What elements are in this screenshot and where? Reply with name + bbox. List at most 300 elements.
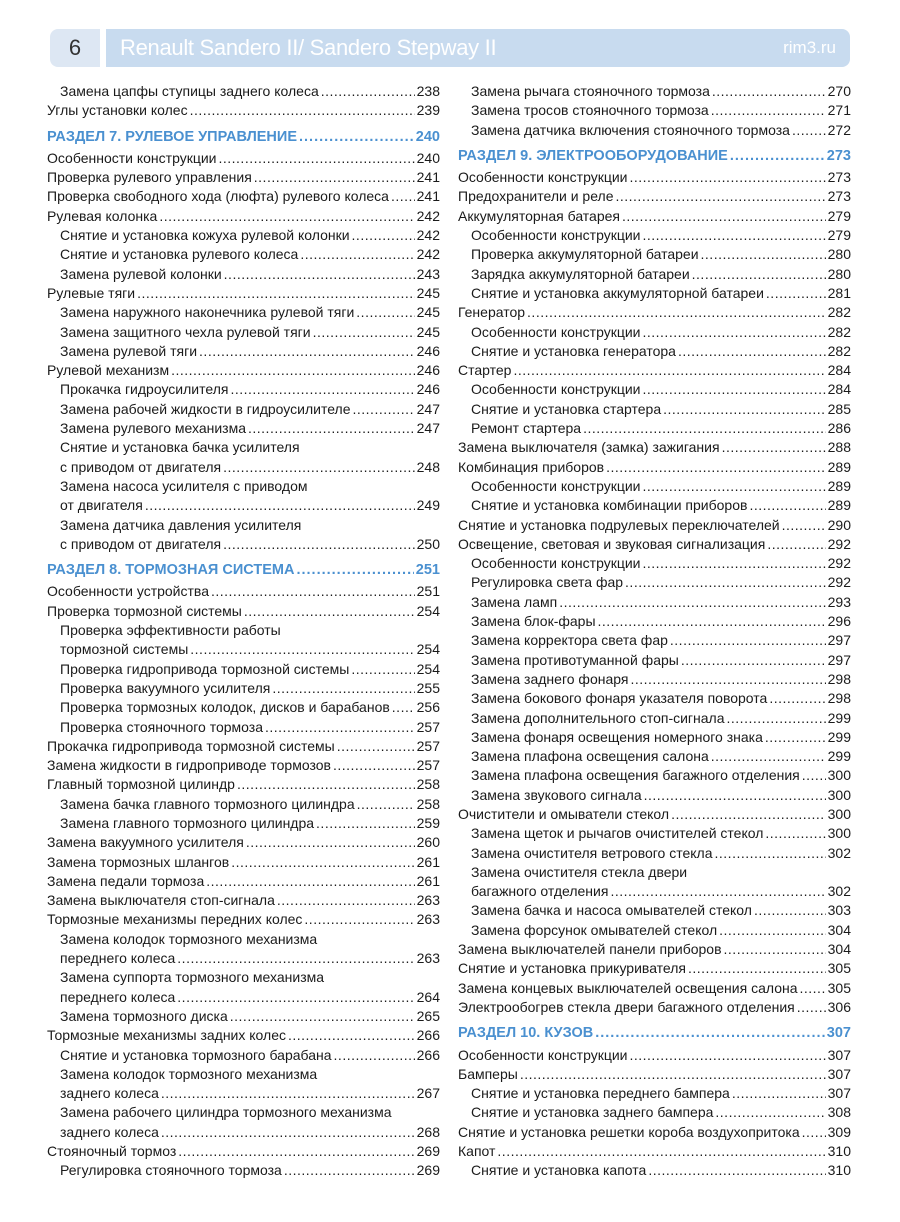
toc-page-number: 239 [416, 102, 440, 119]
toc-page-number: 300 [827, 767, 851, 784]
dot-leader [218, 149, 414, 168]
toc-entry[interactable] [458, 303, 851, 322]
section-heading[interactable] [47, 561, 440, 580]
toc-entry[interactable] [47, 795, 440, 814]
toc-entry-title: Замена бачка и насоса омывателей стекол [471, 902, 752, 919]
toc-entry-title: Замена рабочей жидкости в гидроусилителе [60, 400, 351, 417]
toc-entry[interactable] [47, 679, 440, 698]
toc-entry[interactable] [458, 458, 851, 477]
toc-entry[interactable] [458, 573, 851, 592]
toc-entry[interactable] [47, 1046, 440, 1065]
toc-page-number: 285 [827, 400, 851, 417]
toc-entry[interactable] [47, 988, 440, 1007]
toc-page-number: 289 [827, 497, 851, 514]
toc-entry-title: Замена выключателя стоп-сигнала [47, 892, 275, 909]
toc-entry[interactable] [458, 323, 851, 342]
toc-entry[interactable] [47, 458, 440, 477]
toc-page-number: 305 [827, 960, 851, 977]
toc-entry[interactable] [458, 882, 851, 901]
toc-page-number: 304 [827, 941, 851, 958]
toc-entry-title: Замена цапфы ступицы заднего колеса [60, 83, 319, 99]
toc-entry[interactable] [47, 323, 440, 342]
section-page-number: 251 [415, 562, 440, 579]
toc-entry-title: Снятие и установка решетки короба воздухопритока [458, 1123, 800, 1140]
toc-entry[interactable] [458, 496, 851, 515]
dot-leader [642, 554, 825, 573]
toc-page-number: 289 [827, 477, 851, 494]
toc-entry[interactable] [458, 207, 851, 226]
toc-entry-title: Тормозные механизмы задних колес [47, 1027, 286, 1044]
toc-entry[interactable] [47, 891, 440, 910]
dot-leader [190, 640, 414, 659]
toc-page-number: 271 [827, 102, 851, 119]
dot-leader [254, 168, 415, 187]
toc-entry[interactable] [458, 766, 851, 785]
dot-leader [230, 1007, 415, 1026]
toc-entry[interactable] [47, 910, 440, 929]
toc-entry[interactable] [47, 698, 440, 717]
toc-page-number: 282 [827, 304, 851, 321]
toc-entry-title: Рулевая колонка [47, 207, 158, 224]
toc-page-number: 282 [827, 323, 851, 340]
section-page-number: 240 [415, 128, 440, 145]
toc-entry[interactable] [47, 1007, 440, 1026]
toc-page-number: 309 [827, 1123, 851, 1140]
dot-leader [583, 419, 826, 438]
toc-entry[interactable] [458, 516, 851, 535]
toc-page-number: 298 [827, 690, 851, 707]
toc-entry-title: Снятие и установка рулевого колеса [60, 246, 299, 263]
dot-leader [749, 496, 825, 515]
toc-entry-title: Замена звукового сигнала [471, 786, 642, 803]
toc-page-number: 259 [416, 814, 440, 831]
toc-page-number: 246 [416, 381, 440, 398]
toc-page-number: 257 [416, 757, 440, 774]
toc-entry-title: Проверка свободного хода (люфта) рулевого колеса [47, 188, 389, 205]
toc-page-number: 281 [827, 284, 851, 301]
toc-page-number: 296 [827, 613, 851, 630]
toc-entry-title: Проверка стояночного тормоза [60, 718, 263, 735]
dot-leader [719, 921, 826, 940]
toc-entry-title: Снятие и установка тормозного барабана [60, 1046, 332, 1063]
toc-entry[interactable] [458, 940, 851, 959]
toc-entry[interactable] [458, 1046, 851, 1065]
toc-entry[interactable] [47, 400, 440, 419]
dot-leader [800, 979, 826, 998]
toc-entry[interactable] [47, 187, 440, 206]
toc-entry[interactable] [47, 814, 440, 833]
toc-entry-title: Проверка рулевого управления [47, 169, 252, 186]
toc-page-number: 302 [827, 883, 851, 900]
toc-page-number: 297 [827, 651, 851, 668]
toc-entry[interactable] [47, 101, 440, 120]
dot-leader [137, 284, 415, 303]
dot-leader [711, 101, 826, 120]
dot-leader [648, 1161, 825, 1180]
toc-page-number: 263 [416, 892, 440, 909]
toc-entry[interactable] [458, 786, 851, 805]
toc-entry-title: Особенности конструкции [47, 149, 217, 166]
toc-page-number: 272 [827, 121, 851, 138]
toc-entry[interactable] [47, 949, 440, 968]
dot-leader [223, 535, 415, 554]
toc-entry-title: багажного отделения [471, 883, 609, 900]
dot-leader [722, 438, 826, 457]
toc-entry[interactable] [458, 1084, 851, 1103]
toc-entry[interactable] [458, 747, 851, 766]
toc-entry-title: Особенности конструкции [471, 323, 641, 340]
toc-page-number: 243 [416, 265, 440, 282]
toc-entry[interactable] [458, 709, 851, 728]
toc-page-number: 292 [827, 574, 851, 591]
toc-entry[interactable] [47, 380, 440, 399]
toc-entry[interactable] [458, 265, 851, 284]
dot-leader [190, 101, 415, 120]
dot-leader [595, 1024, 825, 1043]
toc-entry-title: Замена дополнительного стоп-сигнала [471, 709, 725, 726]
toc-entry[interactable] [47, 535, 440, 554]
toc-entry-title: с приводом от двигателя [60, 535, 222, 552]
section-heading[interactable] [458, 1024, 851, 1043]
toc-entry-title: заднего колеса [60, 1123, 159, 1140]
toc-page-number: 258 [416, 776, 440, 793]
toc-entry-title: Замена тормозных шлангов [47, 853, 230, 870]
dot-leader [351, 660, 414, 679]
toc-entry[interactable] [47, 833, 440, 852]
toc-page-number: 310 [827, 1162, 851, 1179]
toc-entry-title: Замена вакуумного усилителя [47, 834, 244, 851]
toc-entry-line: Замена рабочего цилиндра тормозного механизма [60, 1104, 392, 1121]
toc-page-number: 306 [827, 998, 851, 1015]
toc-entry[interactable] [47, 775, 440, 794]
section-heading[interactable] [47, 128, 440, 147]
toc-entry[interactable] [458, 689, 851, 708]
toc-entry[interactable] [458, 342, 851, 361]
dot-leader [352, 226, 415, 245]
toc-entry[interactable] [458, 477, 851, 496]
toc-entry[interactable] [458, 361, 851, 380]
toc-entry-title: Генератор [458, 304, 526, 321]
toc-page-number: 267 [416, 1085, 440, 1102]
toc-entry-title: Предохранители и реле [458, 188, 614, 205]
dot-leader [730, 147, 825, 166]
toc-page-number: 299 [827, 709, 851, 726]
toc-page-number: 258 [416, 795, 440, 812]
toc-entry-title: Замена плафона освещения багажного отделения [471, 767, 800, 784]
toc-page-number: 261 [416, 853, 440, 870]
toc-entry[interactable] [47, 640, 440, 659]
toc-entry[interactable] [47, 660, 440, 679]
page-header [50, 29, 850, 67]
toc-entry[interactable] [458, 670, 851, 689]
toc-entry-title: Снятие и установка стартера [471, 400, 662, 417]
toc-entry-title: Замена плафона освещения салона [471, 748, 709, 765]
toc-entry[interactable] [47, 718, 440, 737]
toc-page-number: 254 [416, 602, 440, 619]
toc-page-number: 250 [416, 535, 440, 552]
dot-leader [802, 1123, 826, 1142]
dot-leader [715, 844, 826, 863]
toc-page-number: 240 [416, 149, 440, 166]
section-title: РАЗДЕЛ 9. ЭЛЕКТРООБОРУДОВАНИЕ [458, 147, 728, 164]
toc-page-number: 279 [827, 227, 851, 244]
dot-leader [237, 775, 415, 794]
toc-entry[interactable] [47, 342, 440, 361]
toc-entry[interactable] [458, 187, 851, 206]
toc-entry[interactable] [47, 872, 440, 891]
toc-entry[interactable] [47, 226, 440, 245]
toc-entry[interactable] [47, 1084, 440, 1103]
dot-leader [277, 891, 415, 910]
toc-entry[interactable] [47, 1123, 440, 1142]
toc-entry[interactable] [458, 419, 851, 438]
dot-leader [769, 689, 825, 708]
toc-page-number: 307 [827, 1065, 851, 1082]
toc-entry-title: Замена жидкости в гидроприводе тормозов [47, 757, 331, 774]
toc-entry[interactable] [458, 844, 851, 863]
toc-entry[interactable] [47, 756, 440, 775]
dot-leader [610, 882, 825, 901]
toc-entry[interactable] [458, 245, 851, 264]
toc-page-number: 247 [416, 400, 440, 417]
toc-entry-title: Освещение, световая и звуковая сигнализация [458, 535, 766, 552]
toc-entry[interactable] [458, 400, 851, 419]
toc-entry[interactable] [47, 245, 440, 264]
toc-entry[interactable] [47, 361, 440, 380]
dot-leader [527, 303, 826, 322]
toc-entry[interactable] [458, 824, 851, 843]
toc-entry[interactable] [458, 1065, 851, 1084]
toc-page-number: 242 [416, 227, 440, 244]
toc-entry[interactable] [458, 554, 851, 573]
toc-page-number: 261 [416, 872, 440, 889]
toc-page-number: 249 [416, 497, 440, 514]
toc-entry-title: Снятие и установка аккумуляторной батареи [471, 284, 764, 301]
dot-leader [715, 1103, 825, 1122]
toc-entry[interactable] [458, 1103, 851, 1122]
toc-page-number: 245 [416, 323, 440, 340]
toc-entry-title: Замена противотуманной фары [471, 651, 679, 668]
toc-entry-title: Снятие и установка генератора [471, 342, 676, 359]
toc-entry[interactable] [458, 921, 851, 940]
toc-entry-title: Особенности конструкции [458, 1046, 628, 1063]
toc-entry[interactable] [458, 651, 851, 670]
toc-page-number: 255 [416, 679, 440, 696]
dot-leader [782, 516, 826, 535]
toc-entry[interactable] [458, 226, 851, 245]
toc-entry-title: Замена выключателей панели приборов [458, 941, 722, 958]
dot-leader [272, 679, 414, 698]
toc-page-number: 241 [416, 169, 440, 186]
dot-leader [161, 1084, 415, 1103]
dot-leader [642, 323, 825, 342]
toc-entry-title: Замена педали тормоза [47, 872, 205, 889]
toc-entry[interactable] [458, 901, 851, 920]
toc-entry[interactable] [458, 612, 851, 631]
toc-entry[interactable] [47, 737, 440, 756]
dot-leader [246, 833, 415, 852]
dot-leader [671, 805, 826, 824]
section-title: РАЗДЕЛ 7. РУЛЕВОЕ УПРАВЛЕНИЕ [47, 128, 297, 145]
toc-entry-title: от двигателя [60, 497, 143, 514]
dot-leader [353, 400, 415, 419]
toc-page-number: 260 [416, 834, 440, 851]
dot-leader [284, 1161, 415, 1180]
toc-entry[interactable] [458, 631, 851, 650]
toc-entry[interactable] [47, 1026, 440, 1045]
dot-leader [231, 853, 414, 872]
toc-entry-title: Рулевой механизм [47, 362, 170, 379]
toc-entry[interactable] [458, 380, 851, 399]
toc-entry-title: Особенности конструкции [471, 227, 641, 244]
dot-leader [159, 207, 414, 226]
toc-entry[interactable] [47, 853, 440, 872]
toc-entry-line: Замена колодок тормозного механизма [60, 930, 318, 947]
dot-leader [357, 795, 415, 814]
dot-leader [767, 535, 825, 554]
toc-entry[interactable] [458, 1161, 851, 1180]
toc-entry[interactable] [47, 1161, 440, 1180]
toc-entry-title: Замена главного тормозного цилиндра [60, 814, 315, 831]
dot-leader [178, 1142, 414, 1161]
toc-entry[interactable] [47, 582, 440, 601]
toc-page-number: 257 [416, 737, 440, 754]
toc-entry[interactable] [458, 593, 851, 612]
toc-entry-title: Снятие и установка кожуха рулевой колонки [60, 227, 350, 244]
toc-page-number: 251 [416, 583, 440, 600]
toc-entry[interactable] [47, 207, 440, 226]
toc-entry[interactable] [47, 82, 440, 101]
toc-entry-title: Замена рулевой колонки [60, 265, 222, 282]
section-page-number: 307 [826, 1025, 851, 1042]
dot-leader [299, 128, 414, 147]
toc-entry[interactable] [458, 121, 851, 140]
dot-leader [288, 1026, 415, 1045]
toc-entry-title: Замена датчика включения стояночного тормоза [471, 121, 790, 138]
toc-entry[interactable] [47, 1142, 440, 1161]
toc-entry[interactable] [458, 998, 851, 1017]
toc-page-number: 247 [416, 420, 440, 437]
dot-leader [766, 284, 826, 303]
toc-entry[interactable] [458, 805, 851, 824]
section-heading[interactable] [458, 147, 851, 166]
header-banner [106, 29, 850, 67]
toc-page-number: 286 [827, 420, 851, 437]
toc-entry[interactable] [458, 82, 851, 101]
toc-entry[interactable] [47, 149, 440, 168]
dot-leader [622, 207, 826, 226]
toc-entry[interactable] [458, 1123, 851, 1142]
toc-entry[interactable] [47, 303, 440, 322]
toc-entry[interactable] [458, 168, 851, 187]
toc-entry[interactable] [458, 438, 851, 457]
toc-page-number: 280 [827, 246, 851, 263]
dot-leader [615, 187, 825, 206]
dot-leader [642, 380, 825, 399]
dot-leader [356, 303, 414, 322]
toc-entry-title: Аккумуляторная батарея [458, 207, 620, 224]
toc-page-number: 269 [416, 1143, 440, 1160]
toc-entry[interactable] [47, 284, 440, 303]
toc-entry[interactable] [458, 959, 851, 978]
toc-page-number: 288 [827, 439, 851, 456]
toc-entry-title: переднего колеса [60, 950, 176, 967]
toc-entry-title: Проверка тормозной системы [47, 602, 242, 619]
toc-entry[interactable] [47, 602, 440, 621]
toc-entry-title: Стартер [458, 362, 512, 379]
dot-leader [392, 698, 415, 717]
dot-leader [754, 901, 826, 920]
dot-leader [559, 593, 825, 612]
toc-entry-title: Бамперы [458, 1065, 518, 1082]
toc-entry[interactable] [458, 284, 851, 303]
dot-leader [712, 82, 826, 101]
dot-leader [681, 651, 826, 670]
toc-page-number: 266 [416, 1046, 440, 1063]
toc-page-number: 300 [827, 805, 851, 822]
toc-entry-title: Особенности конструкции [458, 169, 628, 186]
toc-entry-title: Замена блок-фары [471, 613, 596, 630]
toc-entry[interactable] [47, 496, 440, 515]
toc-entry-title: Замена форсунок омывателей стекол [471, 921, 718, 938]
toc-page-number: 304 [827, 921, 851, 938]
toc-entry[interactable] [458, 1142, 851, 1161]
toc-entry-title: Особенности конструкции [471, 477, 641, 494]
dot-leader [177, 988, 414, 1007]
toc-page-number: 248 [416, 458, 440, 475]
toc-page-number: 246 [416, 362, 440, 379]
dot-leader [171, 361, 415, 380]
toc-page-number: 280 [827, 265, 851, 282]
dot-leader [248, 419, 415, 438]
dot-leader [670, 631, 826, 650]
toc-entry-title: Рулевые тяги [47, 284, 136, 301]
dot-leader [701, 245, 826, 264]
toc-entry[interactable] [47, 419, 440, 438]
toc-page-number: 265 [416, 1007, 440, 1024]
toc-entry[interactable] [458, 979, 851, 998]
dot-leader [391, 187, 415, 206]
toc-entry-title: Замена заднего фонаря [471, 670, 629, 687]
dot-leader [606, 458, 826, 477]
dot-leader [724, 940, 826, 959]
dot-leader [727, 709, 826, 728]
toc-entry[interactable] [458, 101, 851, 120]
toc-entry-title: Снятие и установка прикуривателя [458, 960, 686, 977]
toc-entry-title: Капот [458, 1143, 496, 1160]
toc-entry[interactable] [458, 728, 851, 747]
toc-page-number: 289 [827, 458, 851, 475]
toc-entry-title: Проверка аккумуляторной батареи [471, 246, 699, 263]
toc-entry[interactable] [47, 265, 440, 284]
toc-entry-title: Прокачка гидроусилителя [60, 381, 229, 398]
toc-page-number: 299 [827, 728, 851, 745]
toc-entry-title: Снятие и установка заднего бампера [471, 1104, 714, 1121]
toc-entry-title: переднего колеса [60, 988, 176, 1005]
toc-entry[interactable] [458, 535, 851, 554]
toc-entry[interactable] [47, 168, 440, 187]
toc-column-right [458, 82, 851, 1181]
toc-entry-title: Снятие и установка переднего бампера [471, 1085, 730, 1102]
toc-entry-title: Замена концевых выключателей освещения салона [458, 979, 798, 996]
toc-entry-title: Регулировка света фар [471, 574, 624, 591]
dot-leader [337, 737, 415, 756]
toc-entry-title: Проверка тормозных колодок, дисков и барабанов [60, 699, 390, 716]
toc-entry-title: Замена щеток и рычагов очистителей стекол [471, 825, 764, 842]
toc-page-number: 284 [827, 381, 851, 398]
toc-entry-title: Тормозные механизмы передних колес [47, 911, 303, 928]
book-title: Renault Sandero II/ Sandero Stepway II [120, 35, 497, 60]
